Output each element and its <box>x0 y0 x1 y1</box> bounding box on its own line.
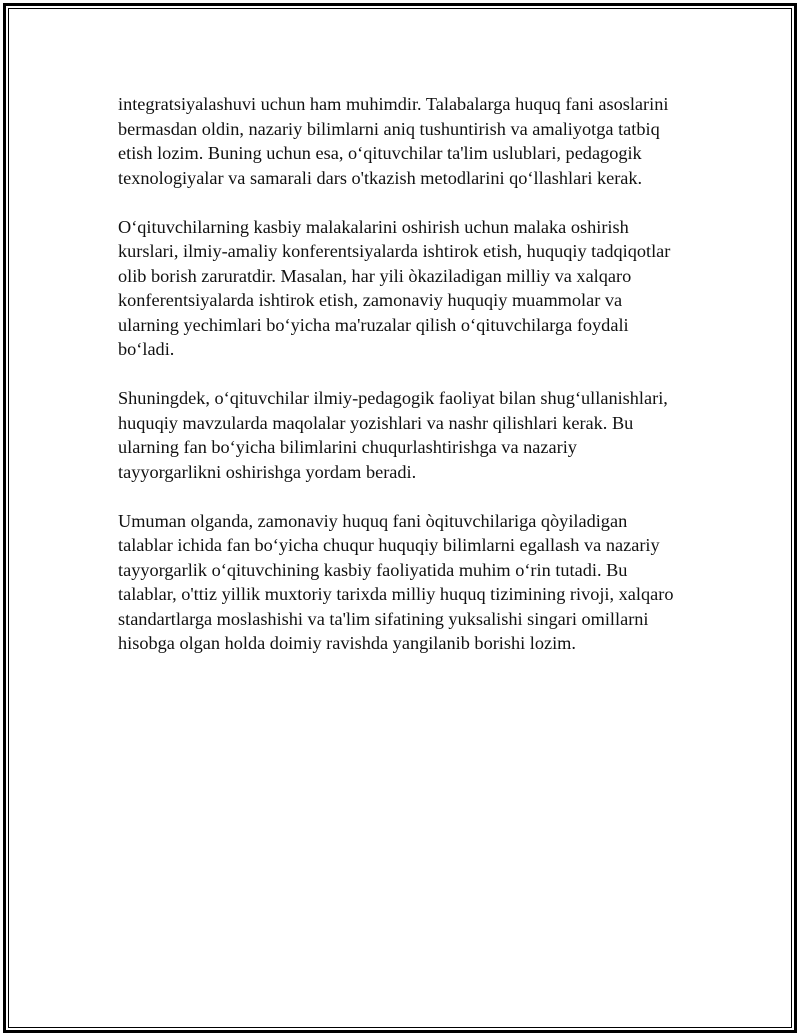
document-body <box>118 92 693 680</box>
paragraph-2: O‘qituvchilarning kasbiy malakalarini oshirish uchun malaka oshirish kurslari, ilmiy-amaliy konferentsiyalarda ishtirok etish, huquqiy tadqiqotlar olib borish zaruratdir. Masalan, har yili òkaziladigan milliy va xalqaro konferentsiyalarda ishtirok etish, zamonaviy huquqiy muammolar va ularning yechimlari bo‘yicha ma'ruzalar qilish o‘qituvchilarga foydali bo‘ladi. <box>118 216 671 359</box>
paragraph-4: Umuman olganda, zamonaviy huquq fani òqituvchilariga qòyiladigan talablar ichida fan bo‘yicha chuqur huquqiy bilimlarni egallash va nazariy tayyorgarlik o‘qituvchining kasbiy faoliyatida muhim o‘rin tutadi. Bu talablar, o'ttiz yillik muxtoriy tarixda milliy huquq tizimining rivoji, xalqaro standartlarga moslashishi va ta'lim sifatining yuksalishi singari omillarni hisobga olgan holda doimiy ravishda yangilanib borishi lozim. <box>118 510 674 653</box>
paragraph-1: integratsiyalashuvi uchun ham muhimdir. Talabalarga huquq fani asoslarini bermasdan oldin, nazariy bilimlarni aniq tushuntirish va amaliyotga tatbiq etish lozim. Buning uchun esa, o‘qituvchilar ta'lim uslublari, pedagogik texnologiyalar va samarali dars o'tkazish metodlarini qo‘llashlari kerak. <box>118 94 669 188</box>
paragraph-3: Shuningdek, o‘qituvchilar ilmiy-pedagogik faoliyat bilan shug‘ullanishlari, huquqiy mavzularda maqolalar yozishlari va nashr qilishlari kerak. Bu ularning fan bo‘yicha bilimlarini chuqurlashtirishga va nazariy tayyorgarlikni oshirishga yordam beradi. <box>118 388 668 482</box>
